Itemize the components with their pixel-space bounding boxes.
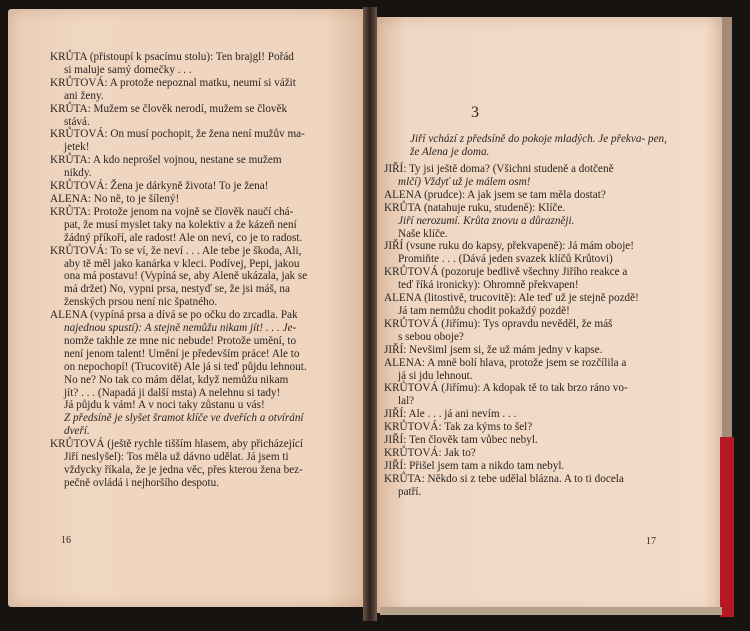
text-line: ani ženy.: [64, 89, 104, 102]
text-line: lal?: [398, 395, 415, 408]
text-line: si maluje samý domečky . . .: [64, 63, 192, 76]
text-line: já si jdu lehnout.: [398, 369, 473, 382]
text-line: No ne? No tak co mám dělat, když nemůžu nikam: [64, 373, 289, 386]
text-line: KRŮTOVÁ: A protože nepoznal matku, neumí si vážit: [50, 76, 296, 89]
right-page-text: [384, 163, 664, 499]
text-line: mlčí) Vždyť už je málem osm!: [398, 175, 531, 188]
text-line: ALENA: No ně, to je šílený!: [50, 192, 180, 205]
text-line: dveří.: [64, 425, 90, 438]
text-line: JIŘÍ: Nevšiml jsem si, že už mám jedny v kapse.: [384, 343, 603, 356]
text-line: patří.: [398, 485, 422, 498]
text-line: aby tě měl jako kanárka v kleci. Podívej, Pepi, jakou: [64, 257, 300, 270]
red-cover-edge: [720, 437, 734, 617]
text-line: JIŘÍ: Ten člověk tam vůbec nebyl.: [384, 434, 538, 447]
text-line: JIŘÍ: Ty jsi ještě doma? (Všichni studeně a dotčeně: [384, 163, 614, 175]
text-line: KRŮTA: Někdo si z tebe udělal blázna. A to ti docela: [384, 472, 624, 485]
text-line: ALENA: A mně bolí hlava, protože jsem se rozčílila a: [384, 356, 627, 369]
text-line: Jiří neslyšel): Tos měla už dávno udělat. Já jsem ti: [64, 451, 289, 464]
text-line: jít? . . . (Napadá ji další msta) A nelehnu si tady!: [64, 386, 281, 399]
text-line: KRŮTOVÁ: Tak za kýms to šel?: [384, 421, 533, 434]
text-line: najednou spustí): A stejně nemůžu nikam jít! . . . Je-: [64, 322, 297, 335]
text-line: KRŮTOVÁ: To se ví, že neví . . . Ale tebe je škoda, Ali,: [50, 244, 302, 257]
text-line: vždycky říkala, že je jedna věc, přes kterou žena bez-: [64, 464, 303, 476]
text-line: ženských prsou není nic špatného.: [64, 296, 218, 309]
text-line: jetek!: [64, 141, 90, 154]
text-line: Já půjdu k vám! A v noci taky zůstanu u vás!: [64, 399, 265, 412]
text-line: KRŮTOVÁ: Žena je dárkyně života! To je žena!: [50, 180, 269, 193]
text-line: s sebou oboje?: [398, 330, 464, 343]
text-line: on nepochopí! (Trucovitě) Ale já si teď půjdu lehnout.: [64, 360, 307, 373]
text-line: KRŮTOVÁ (Jiřímu): A kdopak tě to tak brzo ráno vo-: [384, 382, 628, 395]
page-edge: [722, 17, 732, 442]
text-line: KRŮTOVÁ (Jiřímu): Tys opravdu nevěděl, že máš: [384, 317, 613, 330]
text-line: KRŮTOVÁ (ještě rychle tišším hlasem, aby přicházející: [50, 438, 303, 451]
text-line: Z předsíně je slyšet šramot klíče ve dveřích a otvírání: [64, 412, 304, 425]
text-line: ona má postavu! (Vypíná se, aby Aleně ukázala, jak se: [64, 270, 308, 283]
text-line: KRŮTA (natahuje ruku, studeně): Klíče.: [384, 201, 566, 214]
text-line: KRŮTOVÁ: Jak to?: [384, 446, 476, 459]
text-line: Promiňte . . . (Dává jeden svazek klíčů Krůtovi): [398, 253, 613, 266]
text-line: žádný příkoří, ale radost! Ale on neví, co je to radost.: [64, 231, 303, 244]
text-line: KRŮTA: Protože jenom na vojně se člověk naučí chá-: [50, 205, 294, 218]
text-line: ALENA (vypíná prsa a dívá se po očku do zrcadla. Pak: [50, 309, 298, 322]
text-line: KRŮTA (přistoupí k psacímu stolu): Ten brajgl! Pořád: [50, 51, 294, 63]
text-line: KRŮTA: Mužem se člověk nerodí, mužem se člověk: [50, 102, 288, 115]
text-line: KRŮTA: A kdo neprošel vojnou, nestane se mužem: [50, 154, 282, 167]
text-line: JIŘÍ: Ale . . . já ani nevím . . .: [384, 408, 517, 421]
text-line: stává.: [64, 115, 90, 128]
text-line: Jiří nerozumí. Krůta znovu a důrazněji.: [398, 214, 575, 227]
text-line: Naše klíče.: [398, 227, 448, 240]
text-line: KRŮTOVÁ (pozoruje bedlivě všechny Jiřího reakce a: [384, 266, 628, 279]
text-line: nomže takhle ze mne nic nebude! Protože umění, to: [64, 334, 297, 347]
text-line: nikdy.: [64, 167, 92, 180]
text-line: KRŮTOVÁ: On musí pochopit, že žena není mužův ma-: [50, 128, 305, 141]
page-number-left: 16: [61, 535, 71, 546]
text-line: pečně ovládá i nejhoršího despotu.: [64, 476, 220, 489]
text-line: Já tam nemůžu chodit pokaždý pozdě!: [398, 304, 570, 317]
stage-direction: Jiří vchází z předsíně do pokoje mladých. Je překva- pen, že Alena je doma.: [410, 133, 667, 158]
chapter-number: 3: [471, 104, 479, 121]
text-line: ALENA (prudce): A jak jsem se tam měla dostat?: [384, 188, 606, 201]
text-line: ALENA (litostivě, trucovitě): Ale teď už je stejně pozdě!: [384, 292, 639, 305]
text-line: JIŘÍ: Přišel jsem tam a nikdo tam nebyl.: [384, 459, 565, 472]
text-line: teď říká ironicky): Ohromně překvapen!: [398, 279, 579, 292]
text-line: není jenom talent! Umění je především práce! Ale to: [64, 347, 300, 360]
book-spine: [363, 7, 377, 621]
page-bottom-edge: [380, 607, 722, 615]
left-page-text: [50, 51, 340, 490]
text-line: JIŘÍ (vsune ruku do kapsy, překvapeně): Já mám oboje!: [384, 240, 634, 253]
text-line: má držet) No, vypni prsa, nestyď se, že jsi máš, na: [64, 283, 290, 296]
page-number-right: 17: [646, 536, 656, 547]
text-line: pat, že musí myslet taky na kolektiv a že kázeň není: [64, 218, 297, 231]
